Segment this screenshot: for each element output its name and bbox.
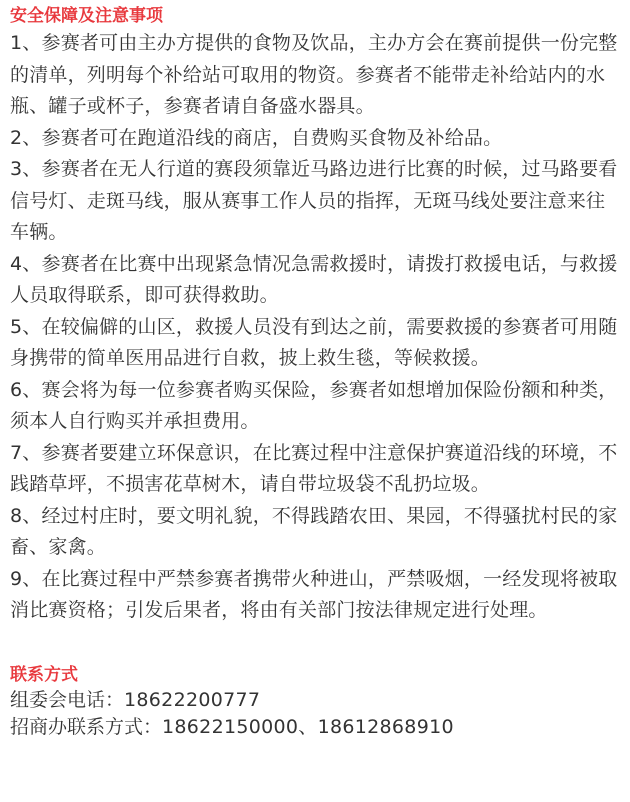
notice-item-5: 5、在较偏僻的山区，救援人员没有到达之前，需要救援的参赛者可用随身携带的简单医用品进行自救，披上救生毯，等候救援。	[10, 315, 618, 369]
section-spacer	[10, 627, 620, 663]
notice-item-7: 7、参赛者要建立环保意识，在比赛过程中注意保护赛道沿线的环境，不践踏草坪，不损害花草树木，请自带垃圾袋不乱扔垃圾。	[10, 441, 618, 495]
committee-phone-label: 组委会电话：	[10, 688, 125, 711]
committee-phone-number: 18622200777	[124, 688, 261, 711]
business-contact-numbers: 18622150000、18612868910	[162, 715, 454, 738]
committee-phone-line	[10, 687, 620, 714]
notice-item-4: 4、参赛者在比赛中出现紧急情况急需救援时，请拨打救援电话，与救援人员取得联系，即可获得救助。	[10, 252, 618, 306]
notice-item-8: 8、经过村庄时，要文明礼貌，不得践踏农田、果园，不得骚扰村民的家畜、家禽。	[10, 504, 618, 558]
contact-title: 联系方式	[10, 664, 78, 685]
contact-section	[10, 663, 620, 741]
notice-item-3: 3、参赛者在无人行道的赛段须靠近马路边进行比赛的时候，过马路要看信号灯、走斑马线，服从赛事工作人员的指挥，无斑马线处要注意来往车辆。	[10, 158, 618, 243]
safety-title: 安全保障及注意事项	[10, 6, 163, 26]
notice-item-9: 9、在比赛过程中严禁参赛者携带火种进山，严禁吸烟，一经发现将被取消比赛资格；引发后果者，将由有关部门按法律规定进行处理。	[10, 567, 618, 621]
business-contact-line	[10, 714, 620, 741]
notice-item-1: 1、参赛者可由主办方提供的食物及饮品，主办方会在赛前提供一份完整的清单，列明每个补给站可取用的物资。参赛者不能带走补给站内的水瓶、罐子或杯子，参赛者请自备盛水器具。	[10, 32, 618, 117]
safety-notice-list	[10, 28, 620, 627]
notice-item-2: 2、参赛者可在跑道沿线的商店，自费购买食物及补给品。	[10, 126, 503, 149]
business-contact-label: 招商办联系方式：	[10, 715, 163, 738]
notice-item-6: 6、赛会将为每一位参赛者购买保险，参赛者如想增加保险份额和种类，须本人自行购买并承担费用。	[10, 378, 618, 432]
safety-section	[10, 4, 620, 627]
